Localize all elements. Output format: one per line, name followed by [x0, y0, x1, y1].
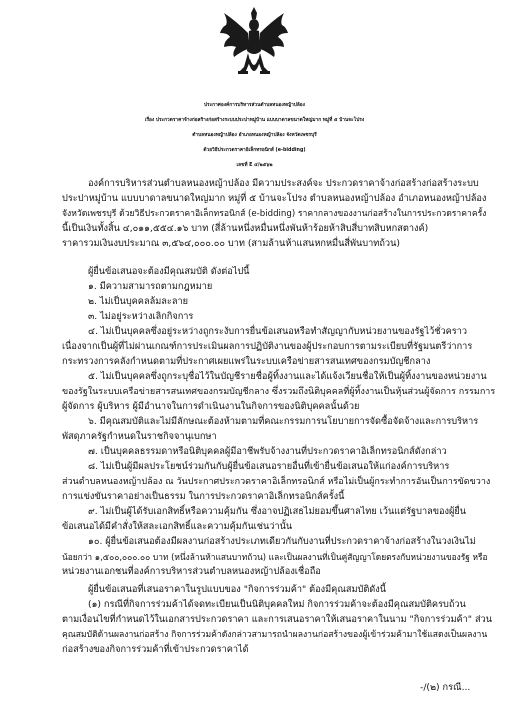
- qualification-item: ๕. ไม่เป็นบุคคลซึ่งถูกระบุชื่อไว้ในบัญชีรายชื่อผู้ทิ้งงานและได้แจ้งเวียนชื่อให้เป็นผู้ทิ้งงานของหน่วยงาน: [88, 371, 487, 382]
- body-line: ก่อสร้างของกิจการร่วมค้าที่เข้าประกวดราคาได้: [62, 644, 249, 655]
- page-continuation: -/(๒) กรณี...: [420, 682, 471, 693]
- qualification-item: ๓. ไม่อยู่ระหว่างเลิกกิจการ: [88, 311, 194, 322]
- garuda-emblem-icon: [218, 5, 290, 83]
- qualification-item: ๗. เป็นบุคคลธรรมดาหรือนิติบุคคลผู้มีอาชีพรับจ้างงานที่ประกวดราคาอิเล็กทรอนิกส์ดังกล่าว: [88, 446, 447, 457]
- qualification-item: ๑๐. ผู้ยื่นข้อเสนอต้องมีผลงานก่อสร้างประเภทเดียวกันกับงานที่ประกวดราคาจ้างก่อสร้างในวงเงินไม่: [88, 536, 476, 547]
- qualification-item: ๑. มีความสามารถตามกฎหมาย: [88, 281, 213, 292]
- body-line: ประปาหมู่บ้าน แบบบาดาลขนาดใหญ่มาก หมู่ที่ ๕ บ้านจะโปรง ตำบลหนองหญ้าปล้อง อำเภอหนองหญ้าปล้อง: [62, 193, 487, 204]
- qualification-item: ๖. มีคุณสมบัติและไม่มีลักษณะต้องห้ามตามที่คณะกรรมการนโยบายการจัดซื้อจัดจ้างและการบริหาร: [88, 416, 479, 427]
- joint-venture-item: (๑) กรณีที่กิจการร่วมค้าได้จดทะเบียนเป็นนิติบุคคลใหม่ กิจการร่วมค้าจะต้องมีคุณสมบัติครบถ้วน: [88, 599, 466, 610]
- body-line: หน่วยงานเอกชนที่องค์การบริหารส่วนตำบลหนองหญ้าปล้องเชื่อถือ: [62, 566, 321, 577]
- body-line: ข้อเสนอได้มีคำสั่งให้สละเอกสิทธิ์และความคุ้มกันเช่นว่านั้น: [62, 521, 293, 532]
- body-line: นี้เป็นเงินทั้งสิ้น ๔,๐๑๑,๕๕๔.๑๖ บาท (สี่ล้านหนึ่งหมื่นหนึ่งพันห้าร้อยห้าสิบสี่บาทสิบหกสตางค์): [62, 223, 429, 234]
- body-line: ผู้จัดการ ผู้บริหาร ผู้มีอำนาจในการดำเนินงานในกิจการของนิติบุคคลนั้นด้วย: [62, 401, 360, 412]
- body-line: กระทรวงการคลังกำหนดตามที่ประกาศเผยแพร่ในระบบเครือข่ายสารสนเทศของกรมบัญชีกลาง: [62, 356, 431, 367]
- body-line: การแข่งขันราคาอย่างเป็นธรรม ในการประกวดราคาอิเล็กทรอนิกส์ครั้งนี้: [62, 491, 345, 502]
- qualification-item: ๒. ไม่เป็นบุคคลล้มละลาย: [88, 296, 189, 307]
- method-line: ด้วยวิธีประกวดราคาอิเล็กทรอนิกส์ (e-bidding): [203, 148, 306, 153]
- document-number: เลขที่ E ๔/๒๕๖๒: [236, 163, 273, 168]
- body-line: น้อยกว่า ๑,๕๐๐,๐๐๐.๐๐ บาท (หนึ่งล้านห้าแสนบาทถ้วน) และเป็นผลงานที่เป็นคู่สัญญาโดยตรงกับหน่วยงานของรัฐ หรือ: [62, 552, 488, 562]
- body-line: พัสดุภาครัฐกำหนดในราชกิจจานุเบกษา: [62, 431, 217, 442]
- body-line: จังหวัดเพชรบุรี ด้วยวิธีประกวดราคาอิเล็กทรอนิกส์ (e-bidding) ราคากลางของงานก่อสร้างในการประกวดราคาครั้ง: [62, 209, 487, 219]
- body-line: ตามเงื่อนไขที่กำหนดไว้ในเอกสารประกวดราคา และการเสนอราคาให้เสนอราคาในนาม "กิจการร่วมค้า" ส่วน: [62, 614, 493, 625]
- location-line: ตำบลหนองหญ้าปล้อง อำเภอหนองหญ้าปล้อง จังหวัดเพชรบุรี: [192, 133, 317, 138]
- body-line: คุณสมบัติด้านผลงานก่อสร้าง กิจการร่วมค้าดังกล่าวสามารถนำผลงานก่อสร้างของผู้เข้าร่วมค้ามาใช้แสดงเป็นผลงาน: [62, 630, 488, 640]
- body-line: ของรัฐในระบบเครือข่ายสารสนเทศของกรมบัญชีกลาง ซึ่งรวมถึงนิติบุคคลที่ผู้ทิ้งงานเป็นหุ้นส่วนผู้จัดการ กรรมการ: [62, 387, 496, 397]
- subject-line: เรื่อง ประกวดราคาจ้างก่อสร้างก่อสร้างระบบประปาหมู่บ้าน แบบบาดาลขนาดใหญ่มาก หมู่ที่ ๕ บ้านจะโปรง: [144, 118, 365, 123]
- qualification-item: ๙. ไม่เป็นผู้ได้รับเอกสิทธิ์หรือความคุ้มกัน ซึ่งอาจปฏิเสธไม่ยอมขึ้นศาลไทย เว้นแต่รัฐบาลของผู้ยื่น: [88, 506, 467, 517]
- qualifications-heading: ผู้ยื่นข้อเสนอจะต้องมีคุณสมบัติ ดังต่อไปนี้: [88, 266, 250, 277]
- announcement-title: ประกาศองค์การบริหารส่วนตำบลหนองหญ้าปล้อง: [203, 103, 305, 108]
- qualification-item: ๘. ไม่เป็นผู้มีผลประโยชน์ร่วมกันกับผู้ยื่นข้อเสนอรายอื่นที่เข้ายื่นข้อเสนอให้แก่องค์การบริหาร: [88, 461, 450, 472]
- body-line: องค์การบริหารส่วนตำบลหนองหญ้าปล้อง มีความประสงค์จะ ประกวดราคาจ้างก่อสร้างก่อสร้างระบบ: [88, 178, 479, 189]
- body-line: เนื่องจากเป็นผู้ที่ไม่ผ่านเกณฑ์การประเมินผลการปฏิบัติงานของผู้ประกอบการตามระเบียบที่รัฐมนตรีว่าการ: [62, 341, 473, 352]
- qualification-item: ๔. ไม่เป็นบุคคลซึ่งอยู่ระหว่างถูกระงับการยื่นข้อเสนอหรือทำสัญญากับหน่วยงานของรัฐไว้ชั่วคราว: [88, 326, 468, 337]
- body-line: ส่วนตำบลหนองหญ้าปล้อง ณ วันประกาศประกวดราคาอิเล็กทรอนิกส์ หรือไม่เป็นผู้กระทำการอันเป็นการขัดขวาง: [62, 477, 491, 487]
- joint-venture-heading: ผู้ยื่นข้อเสนอที่เสนอราคาในรูปแบบของ "กิจการร่วมค้า" ต้องมีคุณสมบัติดังนี้: [88, 584, 387, 595]
- body-line: ราคารวมเงินงบประมาณ ๓,๕๖๔,๐๐๐.๐๐ บาท (สามล้านห้าแสนหกหมื่นสี่พันบาทถ้วน): [62, 238, 400, 249]
